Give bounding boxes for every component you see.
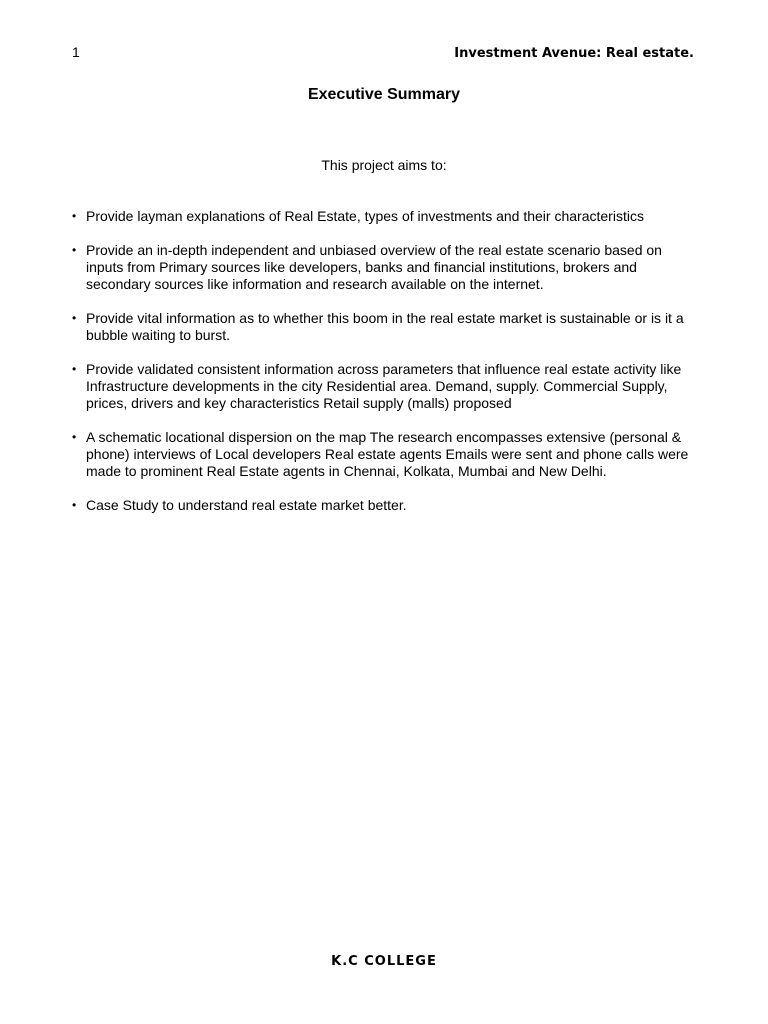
bullet-icon: • — [72, 362, 77, 376]
list-item — [70, 310, 700, 344]
list-item-text: Provide layman explanations of Real Estate, types of investments and their characteristics — [86, 208, 644, 224]
list-item-text: A schematic locational dispersion on the map The research encompasses extensive (personal & phone) interviews of Local developers Real estate agents Emails were sent and phone calls were made to prominent Real Estate agents in Chennai, Kolkata, Mumbai and New Delhi. — [86, 429, 689, 479]
list-item-text: Case Study to understand real estate market better. — [86, 497, 407, 513]
running-header-title: Investment Avenue: Real estate. — [454, 46, 694, 61]
aims-list — [70, 208, 700, 531]
bullet-icon: • — [72, 498, 77, 512]
list-item — [70, 208, 700, 225]
intro-text: This project aims to: — [321, 157, 447, 173]
list-item — [70, 497, 700, 514]
bullet-icon: • — [72, 209, 77, 223]
list-item-text: Provide validated consistent information across parameters that influence real estate activity like Infrastructure developments in the city Residential area. Demand, supply. Commercial Supply, prices, drivers and key characteristics Retail supply (malls) proposed — [86, 361, 682, 411]
footer-college-name: K.C COLLEGE — [331, 954, 437, 969]
bullet-icon: • — [72, 311, 77, 325]
list-item-text: Provide vital information as to whether this boom in the real estate market is sustainable or is it a bubble waiting to burst. — [86, 310, 684, 343]
page-title: Executive Summary — [307, 86, 461, 103]
list-item — [70, 242, 700, 293]
bullet-icon: • — [72, 430, 77, 444]
list-item-text: Provide an in-depth independent and unbiased overview of the real estate scenario based on inputs from Primary sources like developers, banks and financial institutions, brokers and secondary sources like information and research available on the internet. — [86, 242, 662, 292]
page-number: 1 — [72, 44, 80, 60]
list-item — [70, 361, 700, 412]
bullet-icon: • — [72, 243, 77, 257]
list-item — [70, 429, 700, 480]
